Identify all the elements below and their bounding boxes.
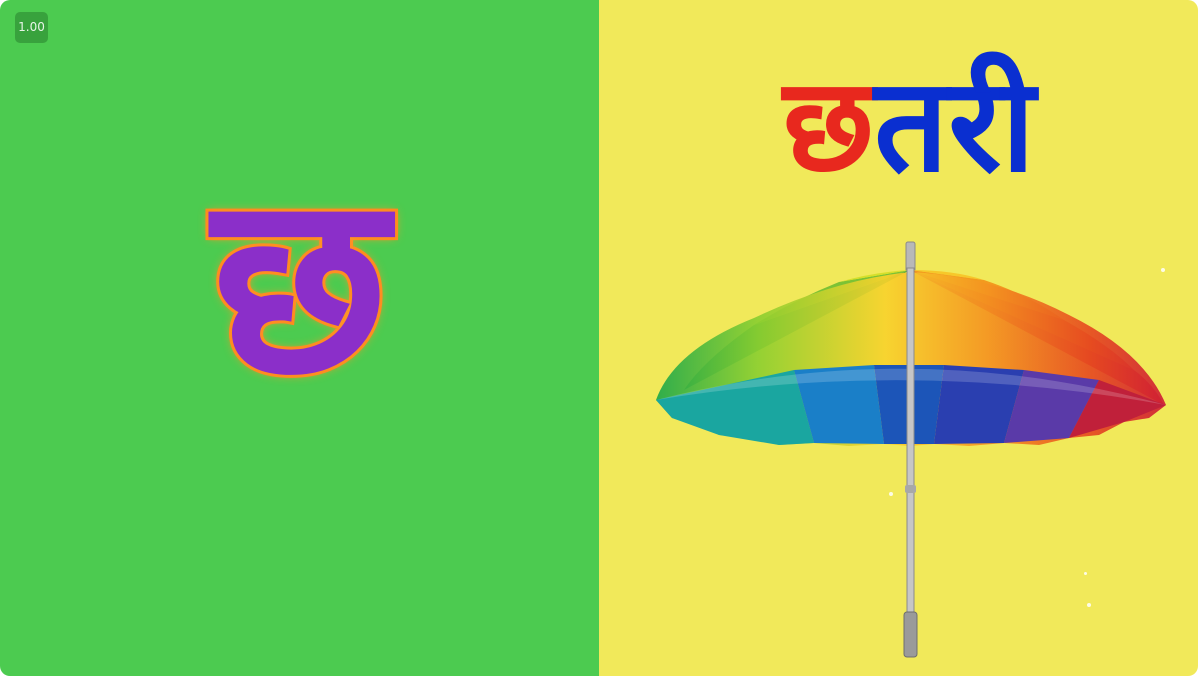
word-panel xyxy=(599,0,1198,676)
hindi-letter: छ xyxy=(212,139,388,430)
word-remaining-letters: तरी xyxy=(874,49,1036,201)
sparkle xyxy=(889,492,893,496)
umbrella-icon xyxy=(644,240,1174,665)
word-first-letter: छ xyxy=(782,49,875,201)
playback-speed-badge[interactable]: 1.00 xyxy=(15,12,48,43)
sparkle xyxy=(1087,603,1091,607)
sparkle xyxy=(1161,268,1165,272)
sparkle xyxy=(1084,572,1087,575)
hindi-word xyxy=(699,20,1119,230)
